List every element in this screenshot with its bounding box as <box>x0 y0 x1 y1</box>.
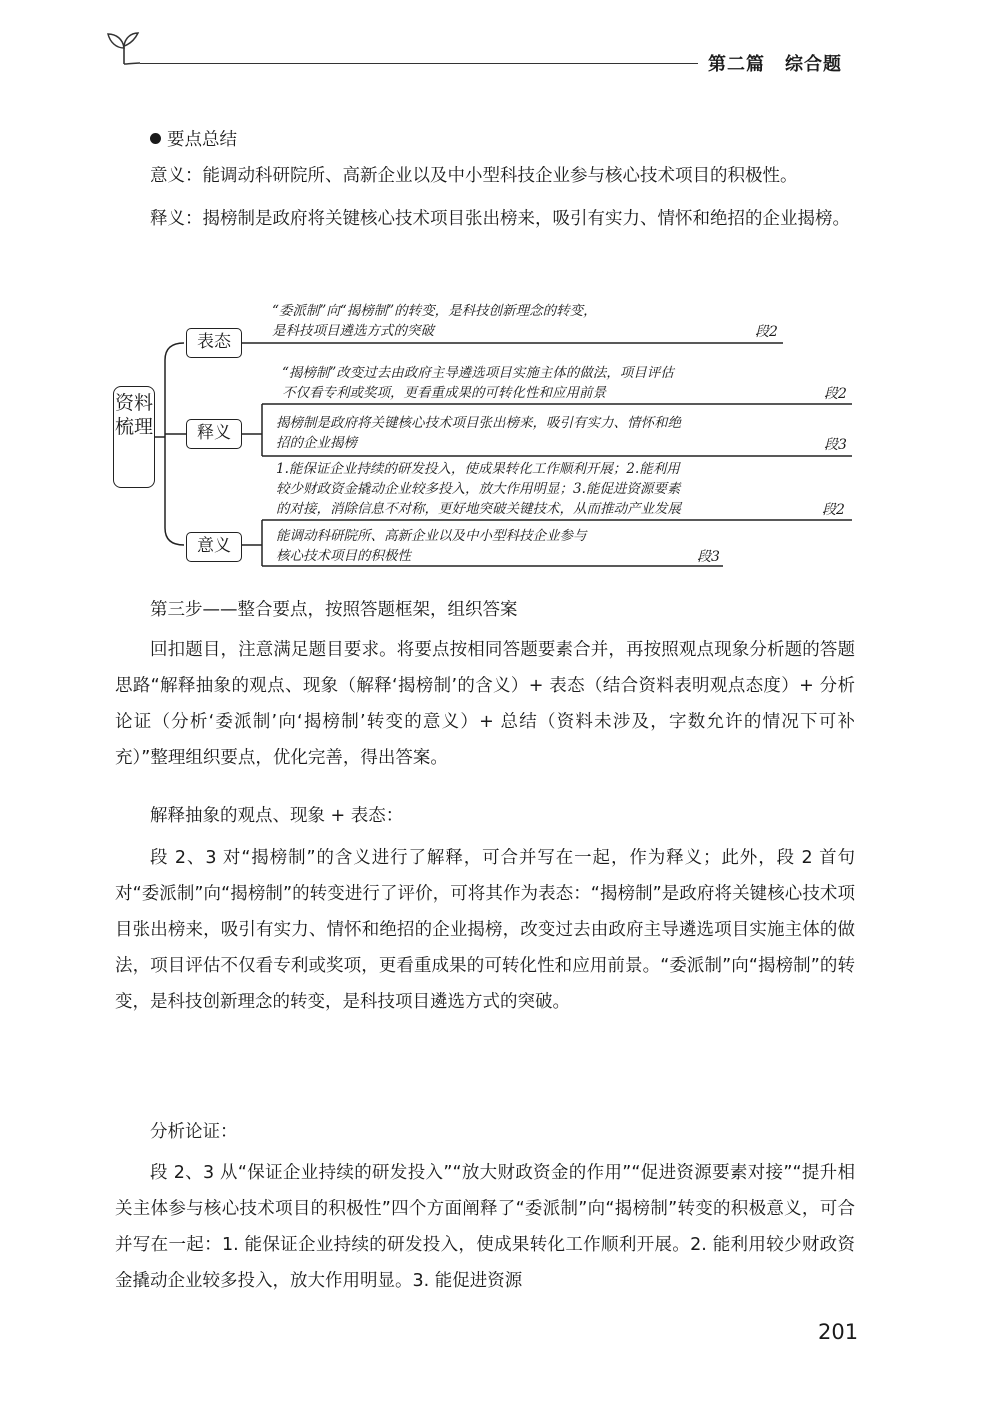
segment-label: 段2 <box>822 502 845 518</box>
summary-title-text: 要点总结 <box>167 130 237 150</box>
step3-paragraph-1: 回扣题目，注意满足题目要求。将要点按相同答题要素合并，再按照观点现象分析题的答题思路“解释抽象的观点、现象（解释‘揭榜制’的含义）+ 表态（结合资料表明观点态度）+ 分析论证（分析‘委派制’向‘揭榜制’转变的意义）+ 总结（资料未涉及，字数允许的情况下可补充）”整理组织要点，优化完善，得出答案。 <box>115 640 855 768</box>
header-title: 综合题 <box>785 54 842 75</box>
mindmap-root: 资料梳理 <box>113 386 155 488</box>
page-number: 201 <box>818 1320 859 1344</box>
segment-label: 段3 <box>697 549 720 565</box>
mindmap-item: “委派制”向“揭榜制”的转变，是科技创新理念的转变， 是科技项目遴选方式的突破 <box>272 303 597 339</box>
mindmap-item: 1.能保证企业持续的研发投入，使成果转化工作顺利开展；2.能利用 较少财政资金撬动企业较多投入，放大作用明显；3.能促进资源要素 的对接，消除信息不对称，更好地突破关键技术，从而推动产业发展 <box>276 461 681 517</box>
step3-title: 第三步——整合要点，按照答题框架，组织答案 <box>150 600 518 620</box>
segment-label: 段2 <box>824 386 847 402</box>
segment-label: 段2 <box>755 324 778 340</box>
step3-subheading-1: 解释抽象的观点、现象 + 表态： <box>150 806 404 826</box>
step3-paragraph-3: 段 2、3 从“保证企业持续的研发投入”“放大财政资金的作用”“促进资源要素对接”“提升相关主体参与核心技术项目的积极性”四个方面阐释了“委派制”向“揭榜制”转变的积极意义，可合并写在一起：1. 能保证企业持续的研发投入，使成果转化工作顺利开展。2. 能利用较少财政资金撬动企业较多投入，放大作用明显。3. 能促进资源 <box>115 1163 855 1291</box>
step3-subheading-2: 分析论证： <box>150 1122 238 1142</box>
mindmap-item: 能调动科研院所、高新企业以及中小型科技企业参与 核心技术项目的积极性 <box>276 528 587 564</box>
branch-attitude: 表态 <box>186 328 242 358</box>
summary-meaning: 意义：能调动科研院所、高新企业以及中小型科技企业参与核心技术项目的积极性。 <box>150 166 798 186</box>
mindmap-item: 揭榜制是政府将关键核心技术项目张出榜来，吸引有实力、情怀和绝 招的企业揭榜 <box>276 415 681 451</box>
mindmap-item: “揭榜制”改变过去由政府主导遴选项目实施主体的做法，项目评估 不仅看专利或奖项，更看重成果的可转化性和应用前景 <box>282 365 674 401</box>
header-part: 第二篇 <box>708 54 765 75</box>
segment-label: 段3 <box>824 437 847 453</box>
summary-explanation: 释义：揭榜制是政府将关键核心技术项目张出榜来，吸引有实力、情怀和绝招的企业揭榜。 <box>150 209 850 229</box>
step3-paragraph-2: 段 2、3 对“揭榜制”的含义进行了解释，可合并写在一起，作为释义；此外，段 2 首句对“委派制”向“揭榜制”的转变进行了评价，可将其作为表态：“揭榜制”是政府将关键核心技术项目张出榜来，吸引有实力、情怀和绝招的企业揭榜，改变过去由政府主导遴选项目实施主体的做法，项目评估不仅看专利或奖项，更看重成果的可转化性和应用前景。“委派制”向“揭榜制”的转变，是科技创新理念的转变，是科技项目遴选方式的突破。 <box>115 848 855 1012</box>
branch-explanation: 释义 <box>186 419 242 449</box>
branch-meaning: 意义 <box>186 532 242 562</box>
